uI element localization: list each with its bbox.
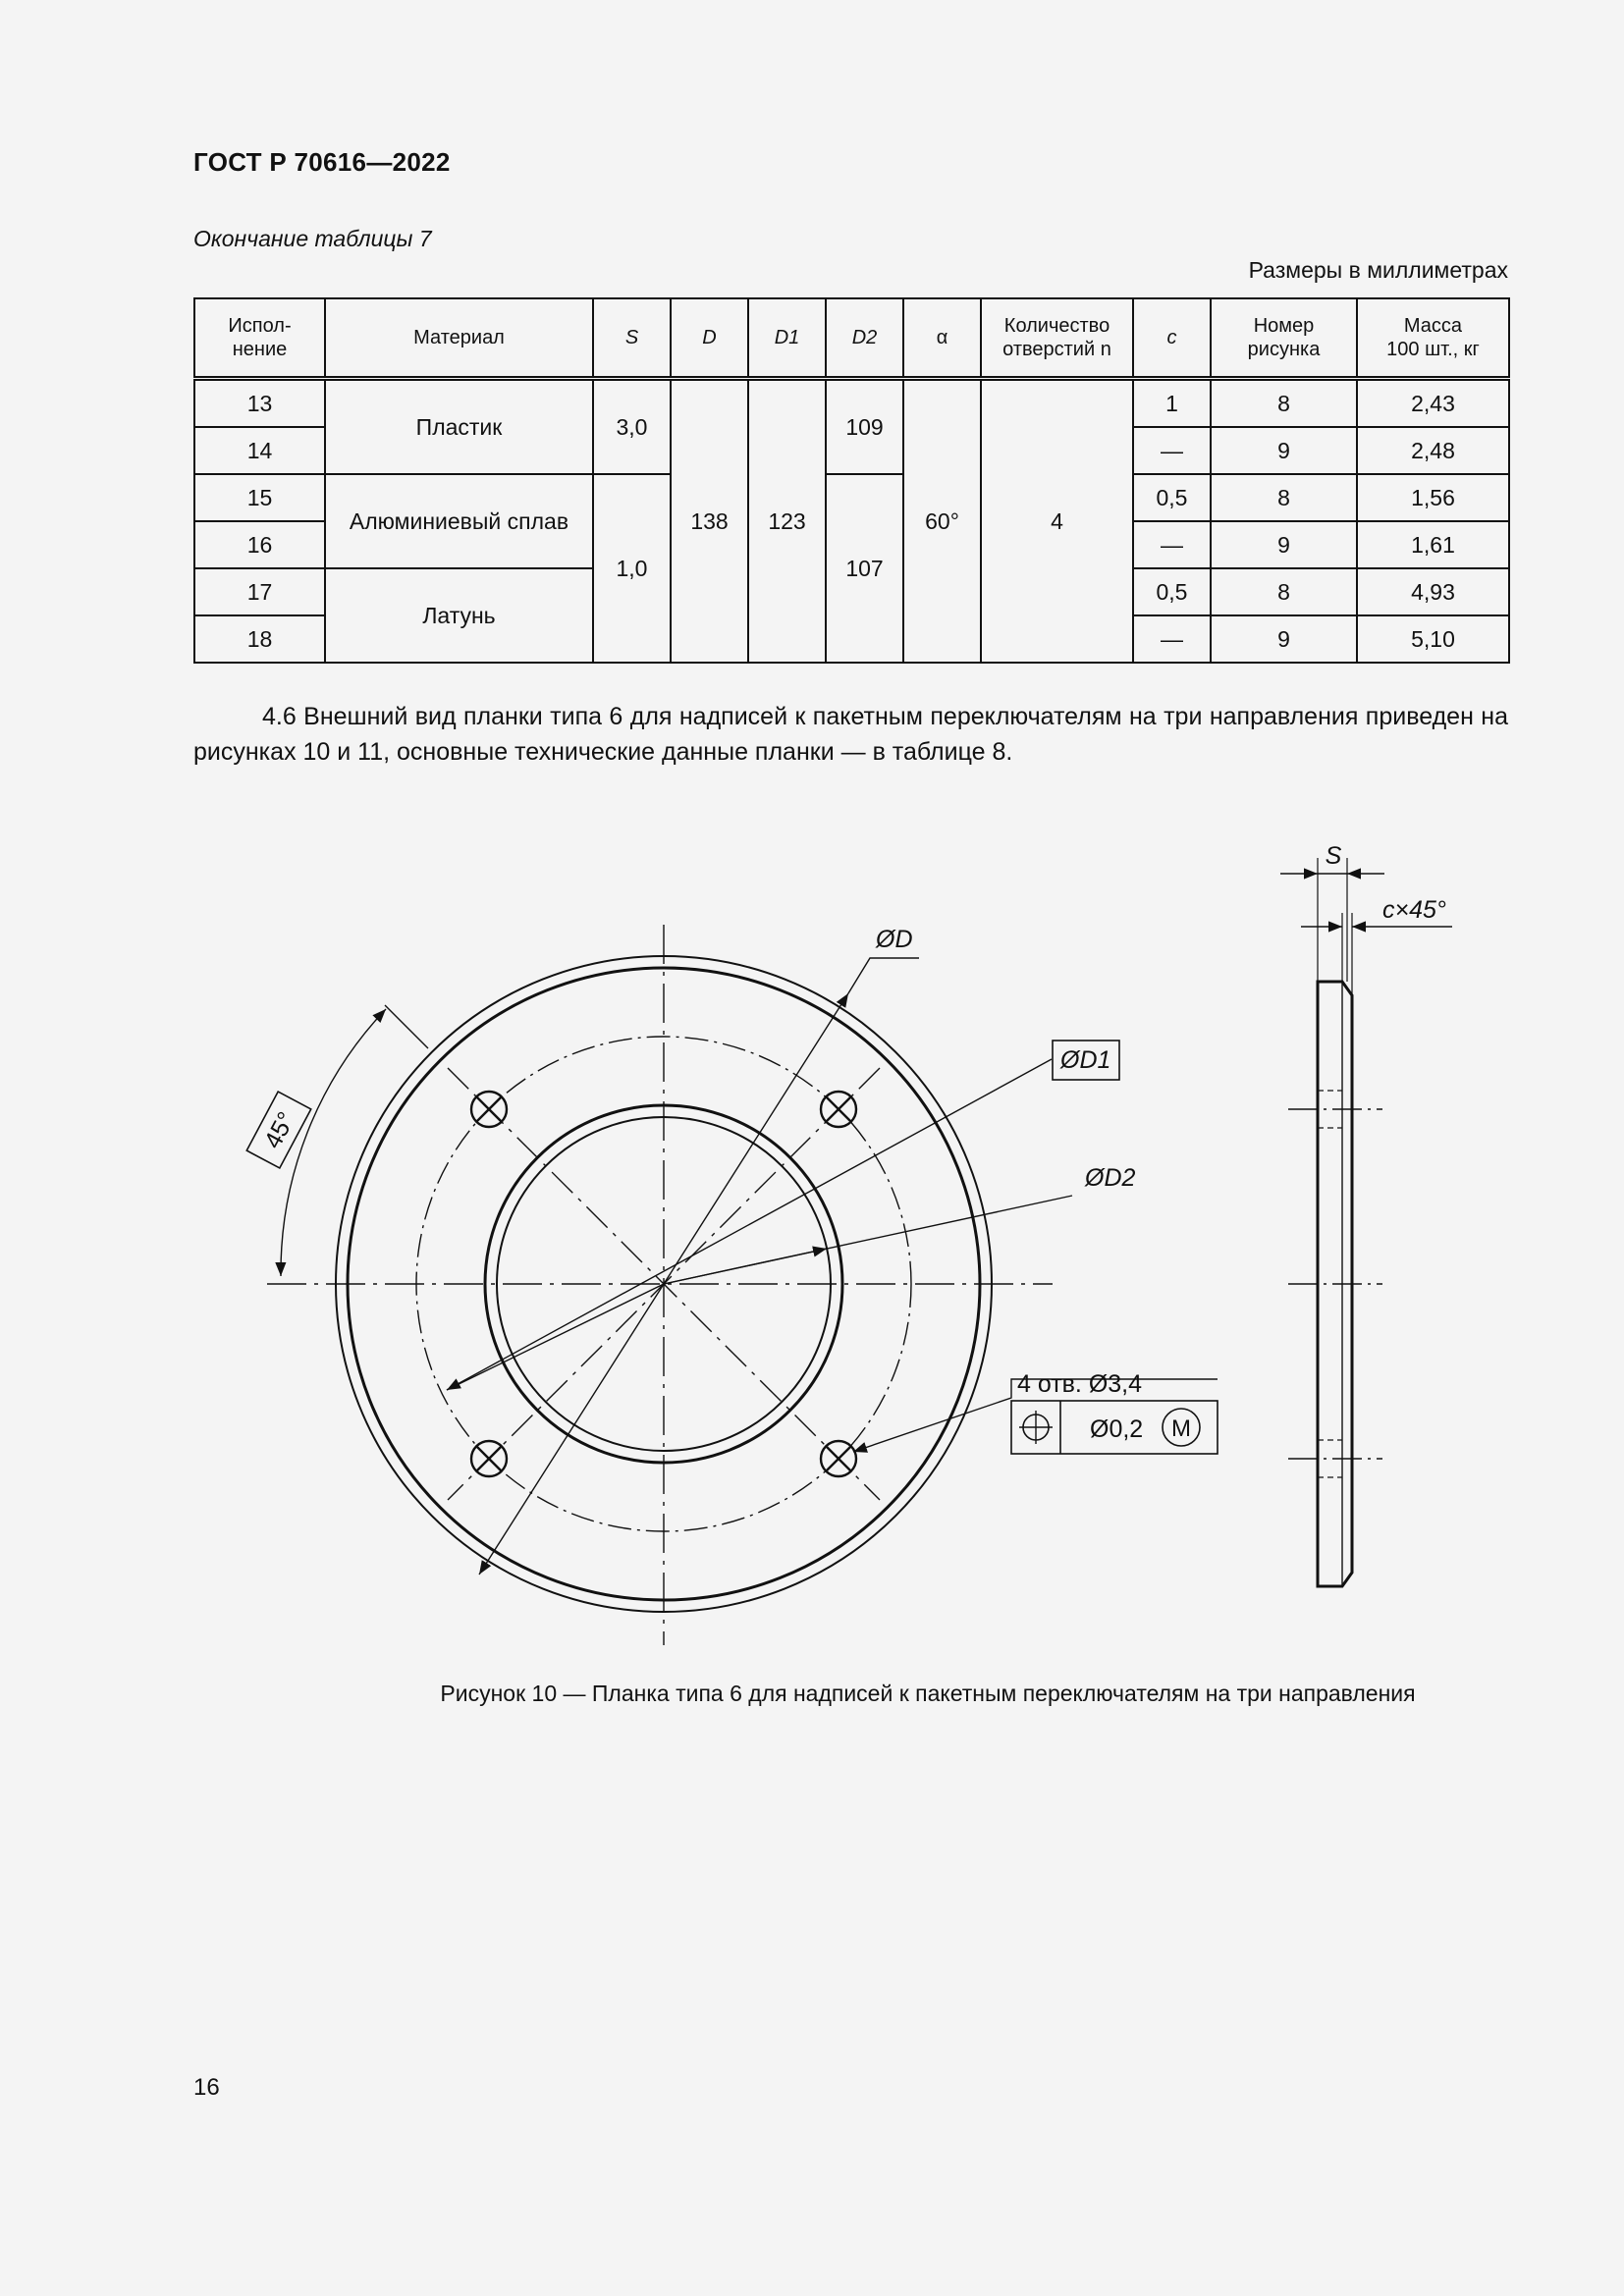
holes-cell: 4 bbox=[981, 379, 1133, 664]
label-tolerance-modifier: M bbox=[1171, 1415, 1191, 1442]
dimension-line-d1 bbox=[447, 1059, 1052, 1390]
variant-cell: 18 bbox=[194, 615, 325, 663]
label-thickness: S bbox=[1325, 842, 1342, 870]
variant-cell: 17 bbox=[194, 568, 325, 615]
label-dia-d1: ØD1 bbox=[1060, 1046, 1111, 1074]
variant-cell: 14 bbox=[194, 427, 325, 474]
label-dia-d: ØD bbox=[876, 926, 913, 953]
units-note: Размеры в миллиметрах bbox=[1248, 257, 1508, 283]
c-cell: — bbox=[1133, 615, 1211, 663]
column-header: c bbox=[1133, 298, 1211, 379]
label-holes: 4 отв. Ø3,4 bbox=[1017, 1370, 1143, 1398]
column-header: Материал bbox=[325, 298, 593, 379]
variant-cell: 13 bbox=[194, 379, 325, 428]
d1-cell: 123 bbox=[748, 379, 826, 664]
dimension-line-d2-inner bbox=[447, 1284, 664, 1390]
c-cell: 1 bbox=[1133, 379, 1211, 428]
alpha-cell: 60° bbox=[903, 379, 981, 664]
c-cell: 0,5 bbox=[1133, 474, 1211, 521]
d2-cell: 109 bbox=[826, 379, 903, 475]
c-cell: — bbox=[1133, 427, 1211, 474]
front-view bbox=[246, 925, 1218, 1645]
column-header: Испол- нение bbox=[194, 298, 325, 379]
leader-d bbox=[848, 958, 919, 993]
mounting-hole bbox=[471, 1092, 507, 1127]
angle-dimension-arc bbox=[281, 1009, 386, 1276]
column-header: S bbox=[593, 298, 671, 379]
body-paragraph: 4.6 Внешний вид планки типа 6 для надписей к пакетным переключателям на три направления приведен на рисунках 10 и 11, основные технические данные планки — в таблице 8. bbox=[193, 703, 1508, 766]
mounting-hole bbox=[471, 1441, 507, 1476]
material-cell: Латунь bbox=[325, 568, 593, 663]
figure-cell: 9 bbox=[1211, 521, 1357, 568]
side-view bbox=[1280, 858, 1452, 1586]
column-header: Масса 100 шт., кг bbox=[1357, 298, 1509, 379]
d-cell: 138 bbox=[671, 379, 748, 664]
extension-line-angle bbox=[385, 1005, 428, 1048]
mass-cell: 4,93 bbox=[1357, 568, 1509, 615]
mounting-hole bbox=[821, 1441, 856, 1476]
c-cell: 0,5 bbox=[1133, 568, 1211, 615]
variant-cell: 16 bbox=[194, 521, 325, 568]
label-angle: 45° bbox=[258, 1107, 301, 1153]
column-header: Количество отверстий n bbox=[981, 298, 1133, 379]
column-header: Номер рисунка bbox=[1211, 298, 1357, 379]
figure-cell: 9 bbox=[1211, 427, 1357, 474]
mass-cell: 2,43 bbox=[1357, 379, 1509, 428]
column-header: D1 bbox=[748, 298, 826, 379]
label-dia-d2: ØD2 bbox=[1085, 1164, 1136, 1192]
column-header: D2 bbox=[826, 298, 903, 379]
mass-cell: 5,10 bbox=[1357, 615, 1509, 663]
material-cell: Алюминиевый сплав bbox=[325, 474, 593, 568]
figure-cell: 8 bbox=[1211, 568, 1357, 615]
figure-cell: 9 bbox=[1211, 615, 1357, 663]
label-chamfer: c×45° bbox=[1382, 896, 1446, 924]
s-cell: 3,0 bbox=[593, 379, 671, 475]
d2-cell: 107 bbox=[826, 474, 903, 663]
table-caption: Окончание таблицы 7 bbox=[193, 226, 432, 251]
column-header: α bbox=[903, 298, 981, 379]
document-header: ГОСТ Р 70616—2022 bbox=[193, 147, 451, 177]
mounting-hole bbox=[821, 1092, 856, 1127]
page-number: 16 bbox=[193, 2074, 220, 2101]
mass-cell: 1,61 bbox=[1357, 521, 1509, 568]
figure-cell: 8 bbox=[1211, 474, 1357, 521]
c-cell: — bbox=[1133, 521, 1211, 568]
figure-caption: Рисунок 10 — Планка типа 6 для надписей к пакетным переключателям на три направления bbox=[440, 1681, 1416, 1706]
column-header: D bbox=[671, 298, 748, 379]
mass-cell: 2,48 bbox=[1357, 427, 1509, 474]
mass-cell: 1,56 bbox=[1357, 474, 1509, 521]
material-cell: Пластик bbox=[325, 379, 593, 475]
label-tolerance-value: Ø0,2 bbox=[1090, 1415, 1144, 1443]
figure-cell: 8 bbox=[1211, 379, 1357, 428]
variant-cell: 15 bbox=[194, 474, 325, 521]
dimension-line-d2-arrow bbox=[664, 1249, 827, 1284]
s-cell: 1,0 bbox=[593, 474, 671, 663]
